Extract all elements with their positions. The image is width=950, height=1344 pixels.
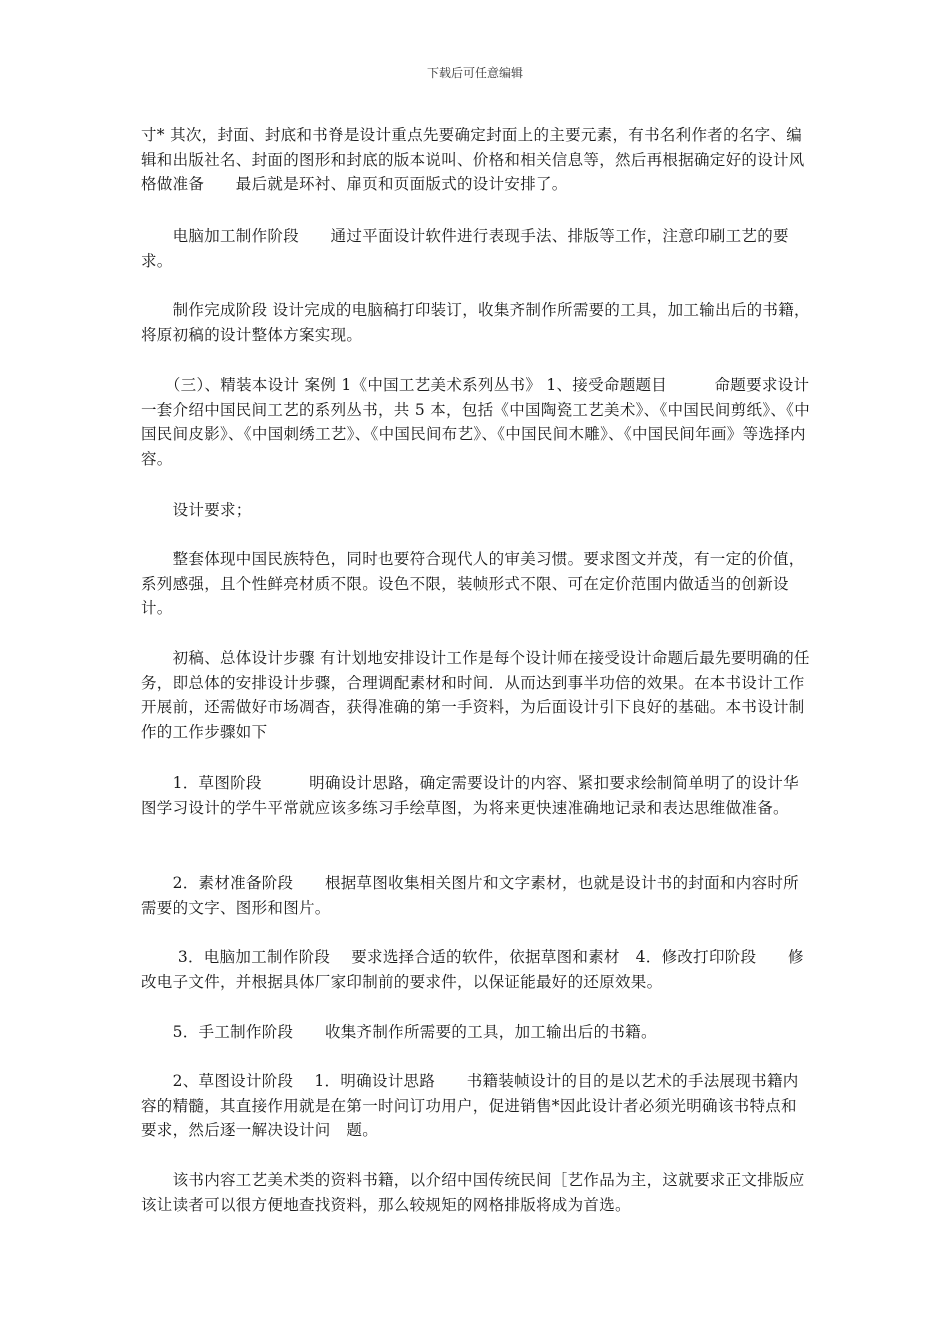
paragraph-5: 设计要求；: [141, 501, 252, 519]
paragraph-12: 2、草图设计阶段 1．明确设计思路 书籍装帧设计的目的是以艺术的手法展现书籍内容的精髓，其直接作用就是在第一时问订功用户，促进销售*因此设计者必须光明确该书特点和要求，然后逐一解决设计问 题。: [141, 1072, 799, 1139]
paragraph-9: 2．素材准备阶段 根据草图收集相关图片和文字素材，也就是设计书的封面和内容时所需要的文字、图形和图片。: [141, 874, 799, 917]
paragraph-2: 电脑加工制作阶段 通过平面设计软件进行表现手法、排版等工作，注意印刷工艺的要求。: [141, 227, 789, 270]
paragraph-8: 1．草图阶段 明确设计思路，确定需要设计的内容、紧扣要求绘制简单明了的设计华图学习设计的学牛平常就应该多练习手绘草图，为将来更快速准确地记录和表达思维做准备。: [141, 774, 799, 817]
paragraph-11: 5．手工制作阶段 收集齐制作所需要的工具，加工输出后的书籍。: [141, 1023, 657, 1041]
paragraph-3: 制作完成阶段 设计完成的电脑稿打印装订，收集齐制作所需要的工具，加工输出后的书籍，将原初稿的设计整体方案实现。: [141, 301, 810, 344]
paragraph-10: 3．电脑加工制作阶段 要求选择合适的软件，依据草图和素材 4．修改打印阶段 修改电子文件，并根据具体厂家印制前的要求件，以保证能最好的还原效果。: [141, 948, 804, 991]
paragraph-1: 寸* 其次，封面、封底和书脊是设计重点先要确定封面上的主要元素，有书名利作者的名字、编辑和出版社名、封面的图形和封底的版本说叫、价格和相关信息等，然后再根据确定好的设计风格做准备 最后就是环衬、扉页和页面版式的设计安排了。: [141, 126, 805, 193]
paragraph-7: 初稿、总体设计步骤 有计划地安排设计工作是每个设计师在接受设计命题后最先要明确的任务，即总体的安排设计步骤，合理调配素材和时间．从而达到事半功倍的效果。在本书设计工作开展前，还需做好市场凋杳，获得准确的第一手资料，为后面设计引下良好的基础。本书设计制作的工作步骤如下: [141, 649, 810, 741]
page-header: 下载后可任意编辑: [426, 66, 523, 80]
paragraph-4: （三）、精装本设计 案例 1《中国工艺美术系列丛书》 1、接受命题题目 命题要求设计一套介绍中国民间工艺的系列丛书，共 5 本，包括《中国陶瓷工艺美术》、《中国民间剪纸》、《中国民间皮影》、《中国刺绣工艺》、《中国民间布艺》、《中国民间木雕》、《中国民间年画》等选择内容。: [141, 376, 811, 468]
paragraph-13: 该书内容工艺美术类的资料书籍，以介绍中国传统民间［艺作品为主，这就要求正文排版应该让读者可以很方便地查找资料，那么较规矩的网格排版将成为首选。: [141, 1171, 805, 1214]
paragraph-6: 整套体现中国民族特色，同时也要符合现代人的审美习惯。要求图文并茂，有一定的价值，系列感强，且个性鲜亮材质不限。设色不限，装帧形式不限、可在定价范围内做适当的创新设计。: [141, 550, 805, 617]
